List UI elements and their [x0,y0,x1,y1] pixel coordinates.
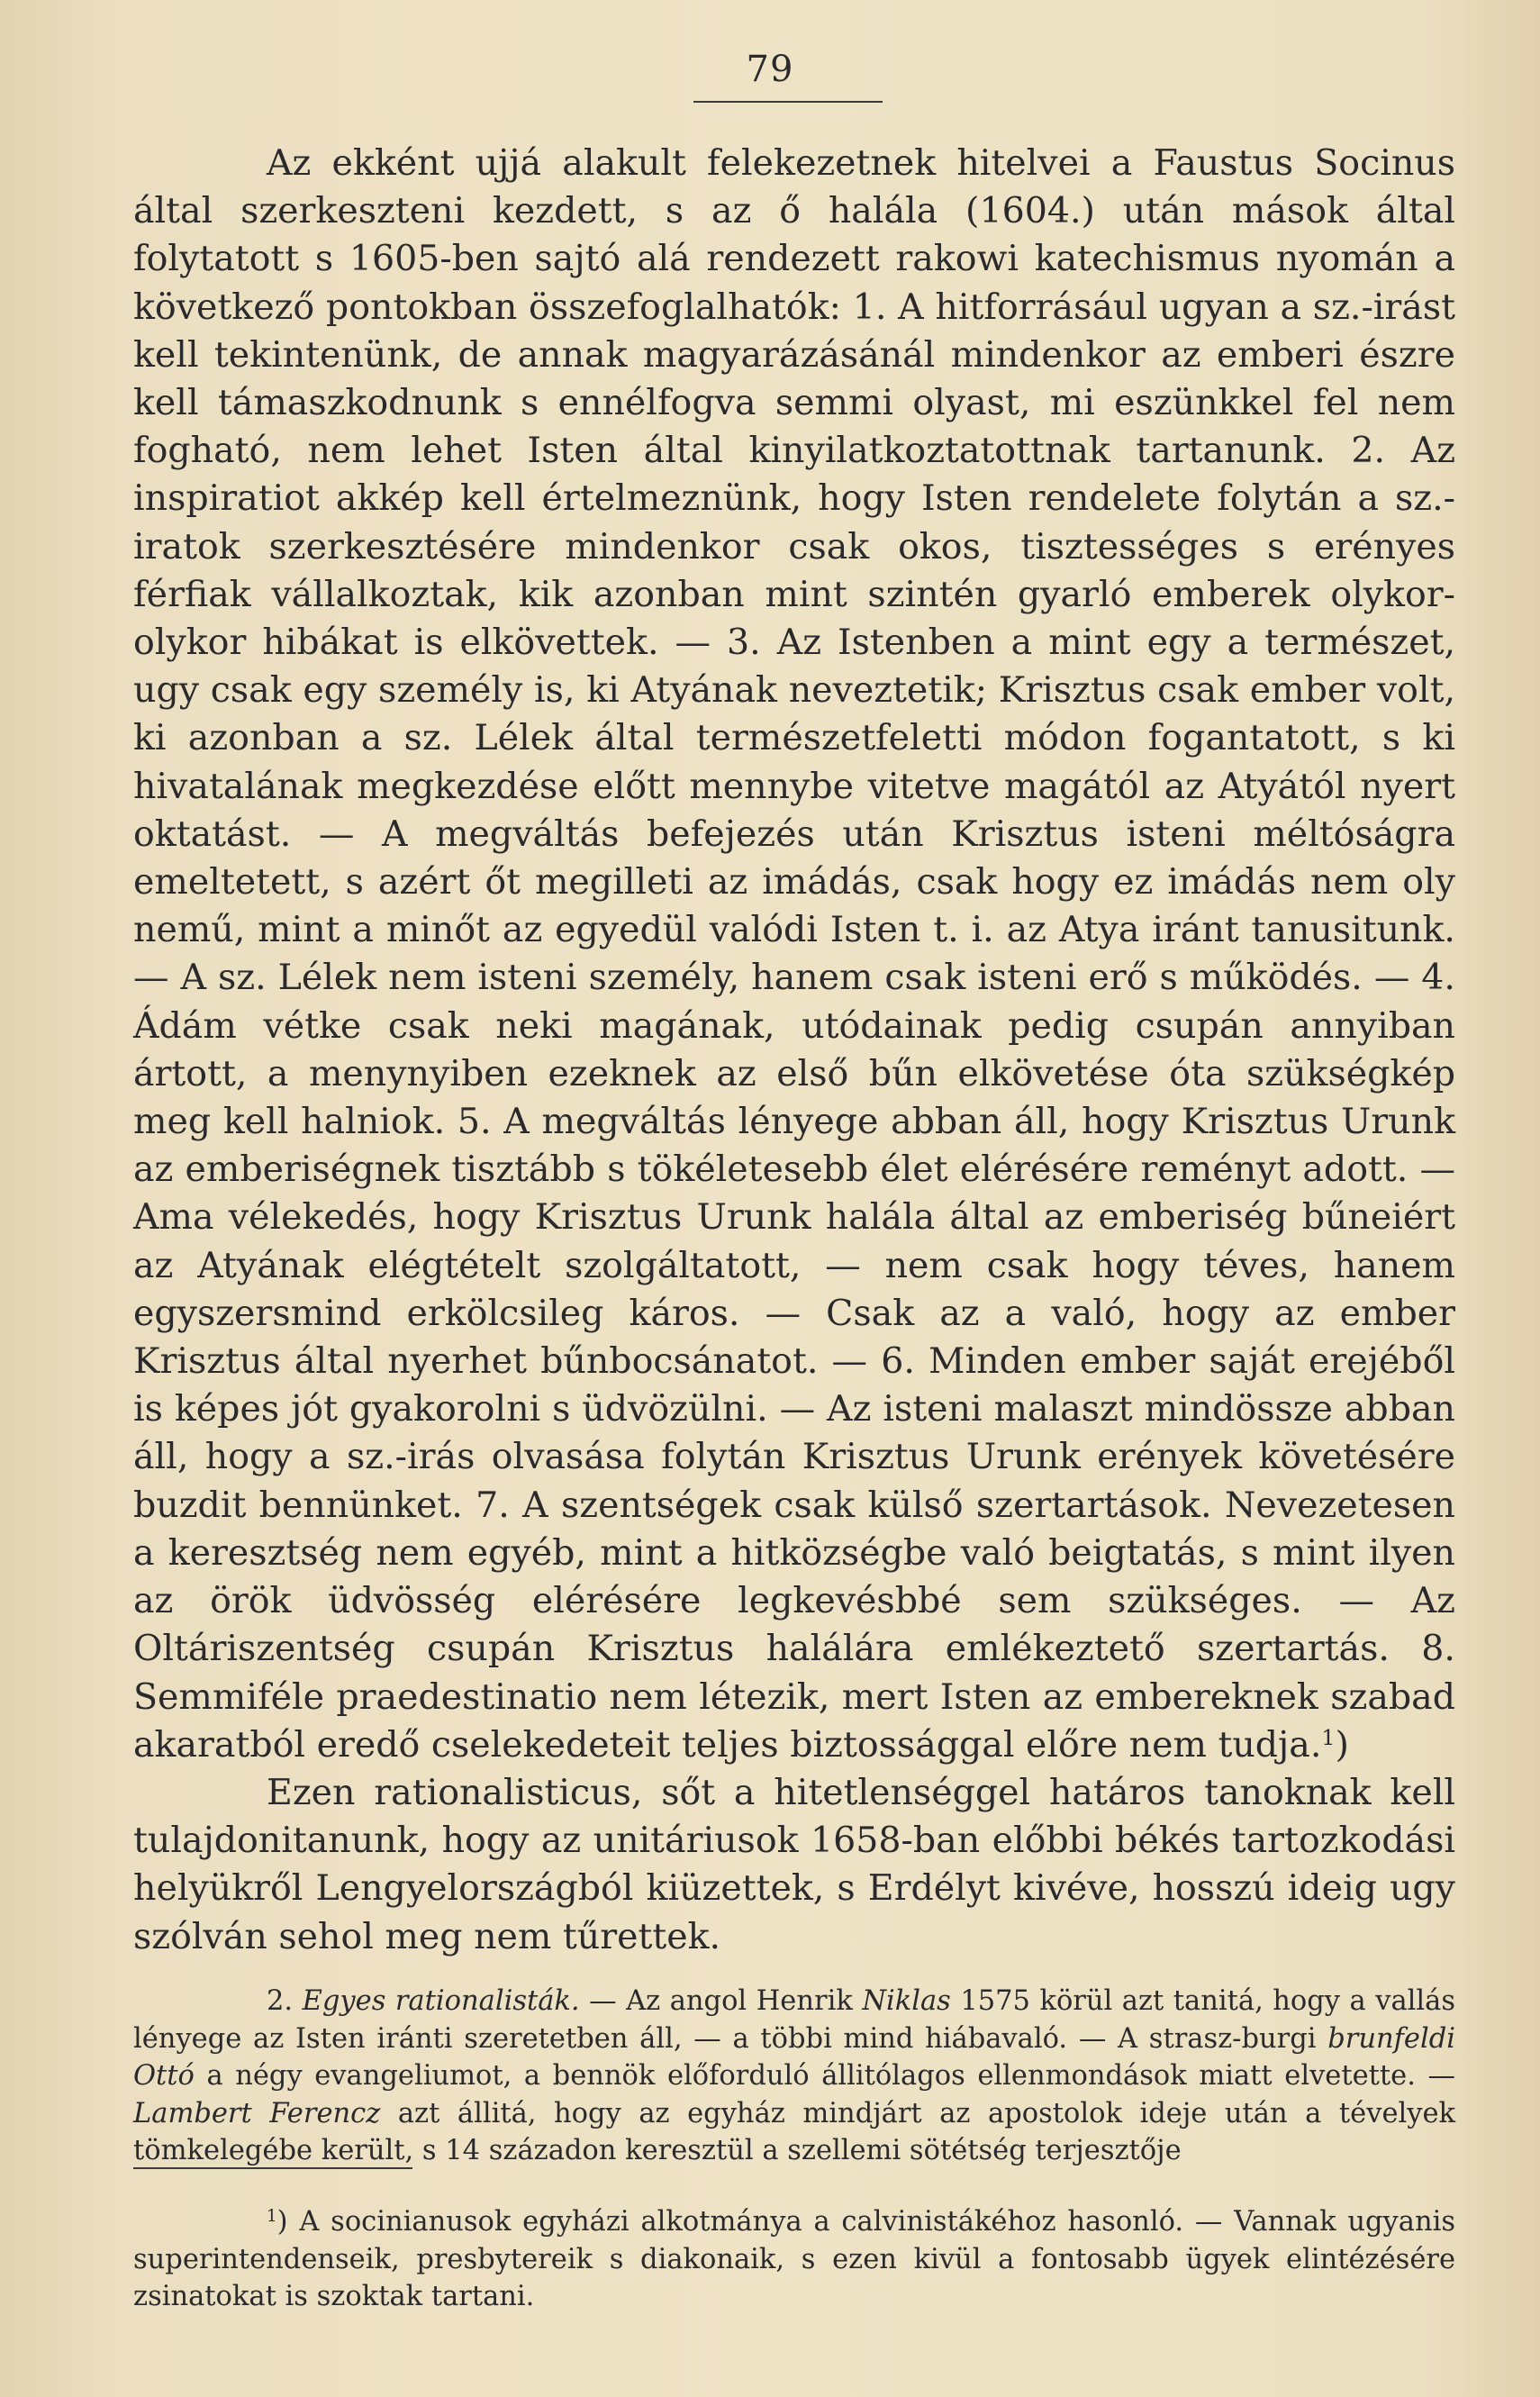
footnote-text: ) A socinianusok egyházi alkotmánya a calvinistákéhoz hasonló. — Vannak ugyanis superintendenseik, presbytereik s diakonaik, s ezen kivül a fontosabb ügyek elintézésére zsinatokat is szoktak tartani. [133,2206,1455,2312]
footnote-mark: 1 [267,2206,277,2226]
paragraph-socinian-tenets [133,140,1455,1769]
footnote-paragraph [133,2203,1455,2316]
footnote-rule [133,2167,412,2169]
section-text: 1575 körül azt tanitá, hogy a vallás lényege az Isten iránti szeretetben áll, — a többi mind hiábavaló. — A strasz-burgi [133,1985,1455,2055]
person-name: Niklas [862,1985,951,2017]
section-note-paragraph [133,1983,1455,2170]
section-number: 2. [267,1985,294,2017]
section-text: azt állitá, hogy az egyház mindjárt az apostolok ideje után a tévelyek tömkelegébe került, s 14 századon keresztül a szellemi sötétség terjesztője [133,2097,1456,2166]
paragraph-text: Az ekként ujjá alakult felekezetnek hitelvei a Faustus Socinus által szerkeszteni kezdett, s az ő halála (1604.) után mások által folytatott s 1605-ben sajtó alá rendezett rakowi katechismus nyomán a következő pontokban összefoglalhatók: 1. A hitforrásául ugyan a sz.-irást kell tekintenünk, de annak magyarázásánál mindenkor az emberi észre kell támaszkodnunk s ennélfogva semmi olyast, mi eszünkkel fel nem fogható, nem lehet Isten által kinyilatkoztatottnak tartanunk. 2. Az inspiratiot akkép kell értelmeznünk, hogy Isten rendelete folytán a sz.-iratok szerkesztésére mindenkor csak okos, tisztességes s erényes férfiak vállalkoztak, kik azonban mint szintén gyarló emberek olykor-olykor hibákat is elkövettek. — 3. Az Istenben a mint egy a természet, ugy csak egy személy is, ki Atyának neveztetik; Krisztus csak ember volt, ki azonban a sz. Lélek által természetfeletti módon fogantatott, s ki hivatalának megkezdése előtt mennybe vitetve magától az Atyától nyert oktatást. — A megváltás befejezés után Krisztus isteni méltóságra emeltetett, s azért őt megilleti az imádás, csak hogy ez imádás nem oly nemű, mint a minőt az egyedül valódi Isten t. i. az Atya iránt tanusitunk. — A sz. Lélek nem isteni személy, hanem csak isteni erő s működés. — 4. Ádám vétke csak neki magának, utódainak pedig csupán annyiban ártott, a menynyiben ezeknek az első bűn elkövetése óta szükségkép meg kell halniok. 5. A megváltás lényege abban áll, hogy Krisztus Urunk az emberiségnek tisztább s tökéletesebb élet elérésére reményt adott. — Ama vélekedés, hogy Krisztus Urunk halála által az emberiség bűneiért az Atyának elégtételt szolgáltatott, — nem csak hogy téves, hanem egyszersmind erkölcsileg káros. — Csak az a való, hogy az ember Krisztus által nyerhet bűnbocsánatot. — 6. Minden ember saját erejéből is képes jót gyakorolni s üdvözülni. — Az isteni malaszt mindössze abban áll, hogy a sz.-irás olvasása folytán Krisztus Urunk erények követésére buzdit bennünket. 7. A szentségek csak külső szertartások. Nevezetesen a keresztség nem egyéb, mint a hitközségbe való beigtatás, s mint ilyen az örök üdvösség elérésére legkevésbbé sem szükséges. — Az Oltáriszentség csupán Krisztus halálára emlékeztető szertartás. 8. Semmiféle praedestinatio nem létezik, mert Isten az embereknek szabad akaratból eredő cselekedeteit teljes biztossággal előre nem tudja. [133,142,1455,1766]
section-text: a négy evangeliumot, a bennök előforduló állitólagos ellenmondások miatt elvetette. — [194,2060,1455,2092]
section-note-rationalists [133,1983,1455,2170]
footnote-reference: 1 [1321,1724,1336,1750]
main-text [133,140,1455,1961]
person-name: brunfeldi Ottó [133,2022,1455,2092]
paragraph-unitarian-expulsion: Ezen rationalisticus, sőt a hitetlenséggel határos tanoknak kell tulajdonitanunk, hogy az unitáriusok 1658-ban előbbi békés tartozkodási helyükről Lengyelországból kiüzettek, s Erdélyt kivéve, hosszú ideig ugy szólván sehol meg nem tűrettek. [133,1771,1455,1957]
section-heading: Egyes rationalisták. [302,1985,580,2017]
person-name: Lambert Ferencz [133,2097,381,2129]
footnote-reference-paren: ) [1335,1723,1349,1766]
footnote [133,2203,1455,2316]
section-text: — Az angol Henrik [579,1985,863,2017]
page-number-rule [693,101,883,103]
page-number: 79 [746,49,794,90]
